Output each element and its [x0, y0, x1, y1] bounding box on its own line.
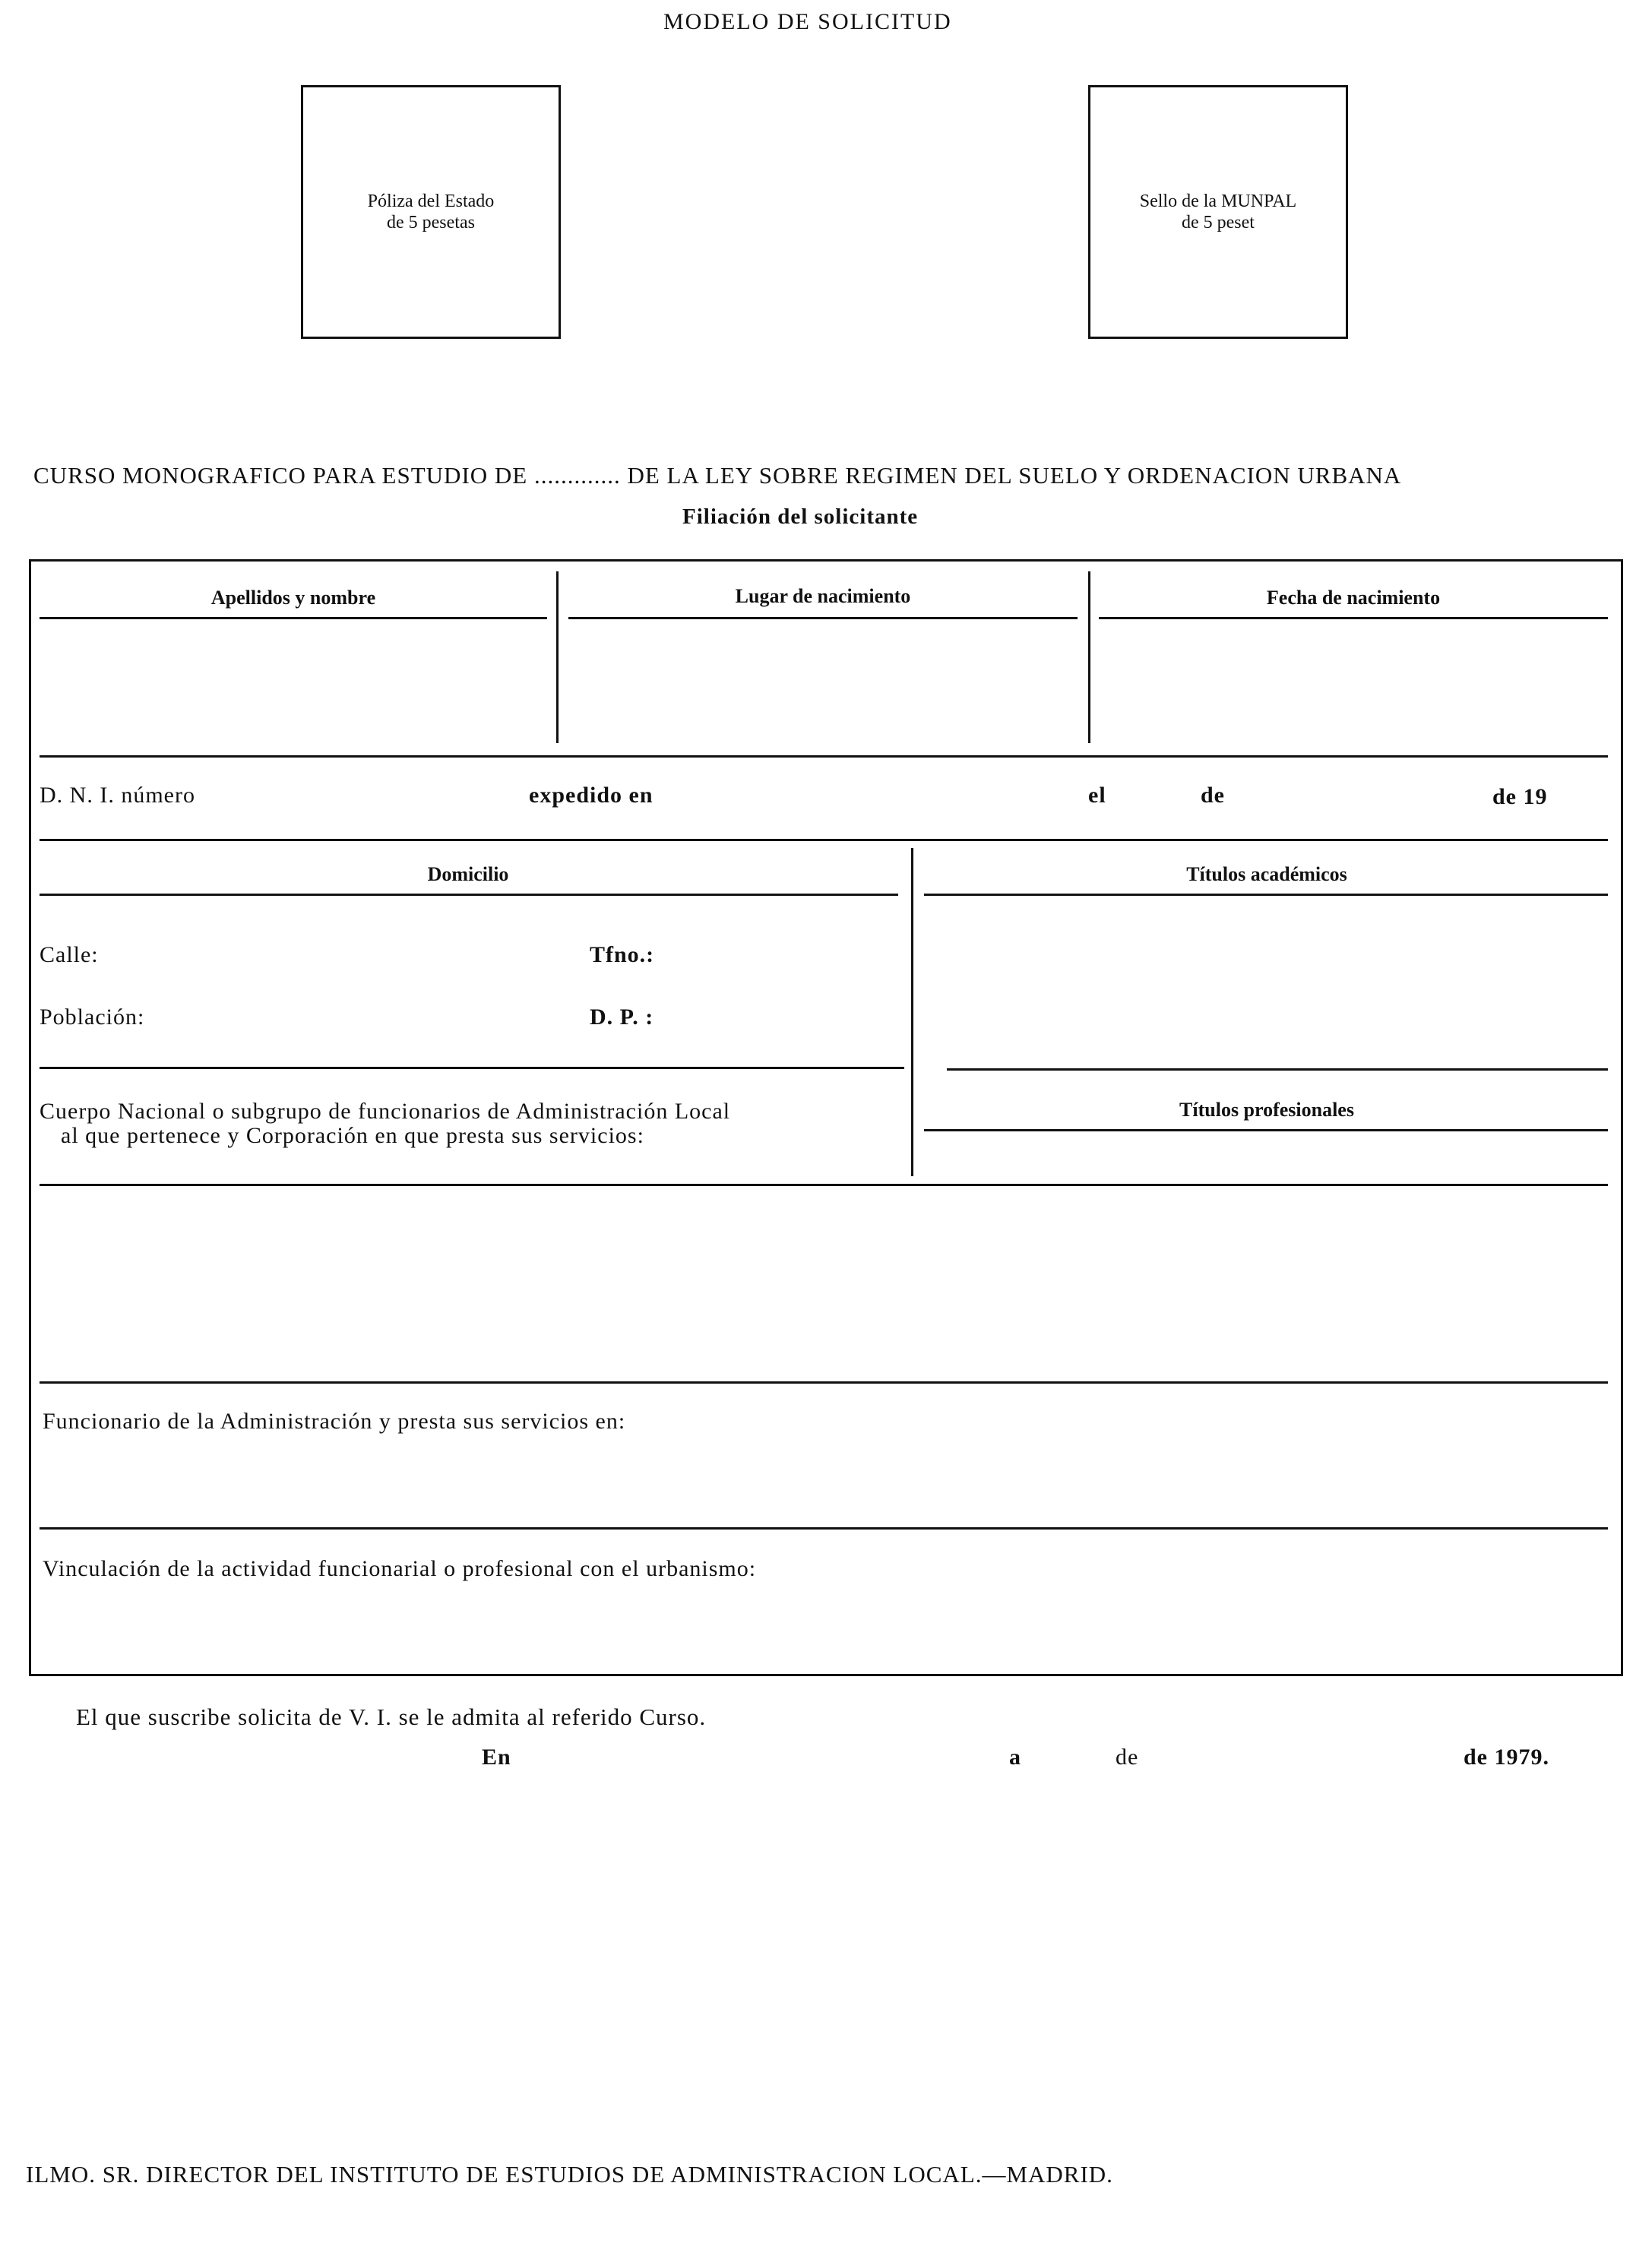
form-left-border: [29, 559, 31, 1676]
academic-bottom-line: [947, 1068, 1608, 1071]
month-label: de: [1116, 1745, 1139, 1770]
row2-bottom-line: [40, 839, 1608, 841]
professional-header: Títulos profesionales: [1179, 1099, 1354, 1121]
domicile-underline: [40, 894, 898, 896]
applicant-subtitle: Filiación del solicitante: [682, 505, 919, 529]
link-label: Vinculación de la actividad funcionarial o profesional con el urbanismo:: [43, 1556, 757, 1581]
street-label: Calle:: [40, 942, 99, 967]
academic-header: Títulos académicos: [1186, 863, 1347, 885]
row6-bottom-line: [40, 1527, 1608, 1530]
year-label: de 1979.: [1464, 1745, 1549, 1770]
birthdate-underline: [1099, 617, 1608, 619]
surname-underline: [40, 617, 547, 619]
academic-underline: [924, 894, 1608, 896]
birthdate-header: Fecha de nacimiento: [1266, 587, 1441, 609]
form-bottom-border: [29, 1674, 1623, 1676]
phone-label: Tfno.:: [590, 942, 655, 967]
surname-header: Apellidos y nombre: [210, 587, 376, 609]
state-stamp-box: [301, 85, 561, 339]
col-divider-2: [1088, 571, 1090, 743]
el-label: el: [1088, 783, 1106, 808]
page-title: MODELO DE SOLICITUD: [663, 9, 952, 34]
row1-bottom-line: [40, 755, 1608, 758]
request-text: El que suscribe solicita de V. I. se le admita al referido Curso.: [76, 1704, 707, 1730]
de-label: de: [1201, 783, 1225, 808]
issued-label: expedido en: [529, 783, 654, 808]
de19-label: de 19: [1492, 784, 1548, 809]
domicile-divider: [911, 848, 913, 1176]
state-stamp-label: Póliza del Estado: [367, 191, 495, 211]
day-label: a: [1009, 1745, 1021, 1770]
form-right-border: [1621, 559, 1623, 1676]
munpal-stamp-box: [1088, 85, 1348, 339]
town-label: Población:: [40, 1004, 145, 1030]
addressee: ILMO. SR. DIRECTOR DEL INSTITUTO DE ESTUDIOS DE ADMINISTRACION LOCAL.—MADRID.: [26, 2161, 1113, 2188]
row5-bottom-line: [40, 1381, 1608, 1384]
birthplace-underline: [568, 617, 1078, 619]
munpal-stamp-value: de 5 peset: [1182, 213, 1255, 233]
birthplace-header: Lugar de nacimiento: [735, 585, 911, 607]
row4-bottom-line: [40, 1184, 1608, 1186]
official-label: Funcionario de la Administración y presta sus servicios en:: [43, 1409, 626, 1434]
munpal-stamp-label: Sello de la MUNPAL: [1139, 191, 1297, 211]
place-label: En: [482, 1745, 511, 1770]
domicile-bottom-line: [40, 1067, 904, 1069]
domicile-header: Domicilio: [427, 863, 509, 885]
form-top-border: [29, 559, 1623, 562]
professional-underline: [924, 1129, 1608, 1131]
corps-label-line1: Cuerpo Nacional o subgrupo de funcionarios de Administración Local: [40, 1099, 731, 1124]
corps-label-line2: al que pertenece y Corporación en que presta sus servicios:: [61, 1123, 644, 1148]
course-title: CURSO MONOGRAFICO PARA ESTUDIO DE ............. DE LA LEY SOBRE REGIMEN DEL SUELO Y ORDENACION URBANA: [33, 462, 1402, 489]
postal-code-label: D. P. :: [590, 1004, 654, 1030]
dni-label: D. N. I. número: [40, 783, 195, 808]
col-divider-1: [556, 571, 559, 743]
state-stamp-value: de 5 pesetas: [387, 213, 475, 233]
